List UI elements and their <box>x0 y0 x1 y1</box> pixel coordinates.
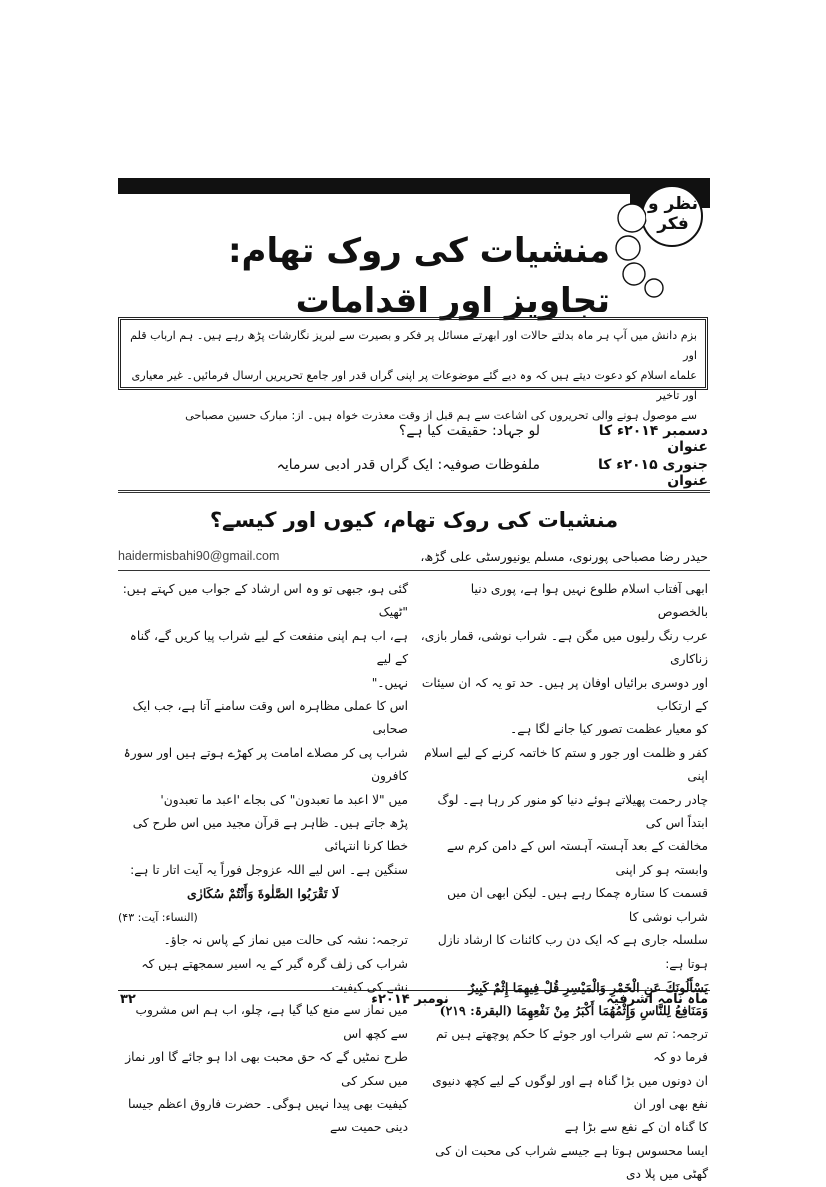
paragraph-line: شراب پی کر مصلاے امامت پر کھڑے ہوتے ہیں اور سورۂ کافرون <box>123 745 408 784</box>
paragraph-line: ترجمہ: تم سے شراب اور جوئے کا حکم پوچھتے ہیں تم فرما دو کہ <box>435 1026 708 1065</box>
quran-verse: لَا تَقْرَبُوا الصَّلٰوةَ وَأَنْتُمْ سُكَارٰى <box>187 886 339 902</box>
paragraph-line: شراب کی زلف گرہ گیر کے یہ اسیر سمجھتے ہیں کہ نشے کی کیفیت <box>141 956 408 994</box>
topic-value-january: ملفوظات صوفیہ: ایک گراں قدر ادبی سرمایہ <box>276 457 540 473</box>
topic-label-december: دسمبر ۲۰۱۴ء کا عنوان <box>598 423 708 455</box>
paragraph-line: ہے، اب ہم اپنی منفعت کے لیے شراب پیا کریں گے، گناہ کے لیے <box>129 628 408 667</box>
paragraph-line: میں "لا اعبد ما تعبدون" کی بجاے 'اعبد ما تعبدون' <box>160 792 408 807</box>
logo-text: نظر و فکر <box>647 194 698 234</box>
article-column-left <box>118 578 408 1140</box>
paragraph-line: کا گناہ ان کے نفع سے بڑا ہے <box>564 1120 708 1135</box>
paragraph-line: ترجمہ: نشہ کی حالت میں نماز کے پاس نہ جاؤ۔ <box>163 933 408 948</box>
paragraph-line: ابھی آفتاب اسلام طلوع نہیں ہوا ہے، پوری دنیا بالخصوص <box>470 582 708 620</box>
paragraph-line: ان دونوں میں بڑا گناہ ہے اور لوگوں کے لیے کچھ دنیوی نفع بھی اور ان <box>432 1073 708 1111</box>
paragraph-line: کو معیار عظمت تصور کیا جانے لگا ہے۔ <box>510 722 708 737</box>
paragraph-line: اور دوسری برائیاں اوفان پر ہیں۔ حد تو یہ کہ ان سیئات کے ارتکاب <box>421 675 708 714</box>
paragraph-line: عرب رنگ رلیوں میں مگن ہے۔ شراب نوشی، قمار بازی، زناکاری <box>420 628 708 667</box>
paragraph-line: نہیں۔" <box>371 675 408 690</box>
divider <box>118 570 710 571</box>
footer-rule <box>118 990 710 991</box>
topic-label-january: جنوری ۲۰۱۵ء کا عنوان <box>598 457 708 489</box>
author-email: haidermisbahi90@gmail.com <box>118 549 280 563</box>
topic-value-december: لو جہاد: حقیقت کیا ہے؟ <box>398 423 540 439</box>
paragraph-line: ایسا محسوس ہوتا ہے جیسے شراب کی محبت ان کی گھٹی میں پلا دی <box>435 1143 708 1182</box>
paragraph-line: مخالفت کے بعد آہستہ آہستہ اس کے دامن کرم سے وابستہ ہو کر اپنی <box>446 839 708 877</box>
intro-line: علماے اسلام کو دعوت دیتے ہیں کہ وہ دیے گئے موضوعات پر اپنی گراں قدر اور جامع تحریریں ارسال فرمائیں۔ غیر معیاری اور تاخیر <box>131 369 697 402</box>
verse-reference: (النساء: آیت: ۴۳) <box>118 910 198 924</box>
intro-box <box>118 317 708 422</box>
paragraph-line: قسمت کا ستارہ چمکا رہے ہیں۔ لیکن ابھی ان میں شراب نوشی کا <box>447 886 708 924</box>
paragraph-line: چادر رحمت پھیلاتے ہوئے دنیا کو منور کر رہا ہے۔ لوگ ابتداً اس کی <box>437 792 708 831</box>
paragraph-line: پڑھ جاتے ہیں۔ ظاہر ہے قرآن مجید میں اس طرح کی خطا کرنا انتہائی <box>132 816 408 854</box>
page-title: منشیات کی روک تھام: تجاویز اور اقدامات <box>227 231 610 321</box>
intro-line: بزم دانش میں آپ ہر ماہ بدلتے حالات اور ابھرتے مسائل پر فکر و بصیرت سے لبریز نگارشات پڑھ رہے ہیں۔ ہم ارباب قلم اور <box>130 329 697 362</box>
page-number: ۳۲ <box>120 992 136 1007</box>
paragraph-line: کیفیت بھی پیدا نہیں ہوگی۔ حضرت فاروق اعظم جیسا دینی حمیت سے <box>128 1096 408 1135</box>
paragraph-line: گئی ہو، جبھی تو وہ اس ارشاد کے جواب میں کہتے ہیں: "ٹھیک <box>122 582 408 620</box>
author-line: حیدر رضا مصباحی پورنوی، مسلم یونیورسٹی علی گڑھ، <box>420 549 708 564</box>
article-column-right <box>418 578 708 1187</box>
quran-verse: وَمَنَافِعُ لِلنَّاسِ وَإِثْمُهُمَا أَكْبَرُ مِنْ نَفْعِهِمَا (البقرۃ: ۲۱۹) <box>439 1003 708 1019</box>
divider <box>118 490 710 493</box>
magazine-name: ماہ نامہ اشرفیہ <box>606 992 708 1007</box>
paragraph-line: سنگین ہے۔ اس لیے اللہ عزوجل فوراً یہ آیت اتار تا ہے: <box>130 862 408 877</box>
quran-verse: يَسْأَلُونَكَ عَنِ الْخَمْرِ وَالْمَيْسِرِ قُلْ فِيهِمَا إِثْمٌ كَبِيرٌ <box>468 979 708 995</box>
paragraph-line: طرح نمٹیں گے کہ حق محبت بھی ادا ہو جائے گا اور نماز میں سکر کی <box>125 1050 408 1088</box>
paragraph-line: سلسلہ جاری ہے کہ ایک دن رب کائنات کا ارشاد نازل ہوتا ہے: <box>437 933 708 971</box>
article-title: منشیات کی روک تھام، کیوں اور کیسے؟ <box>209 508 619 532</box>
issue-date: نومبر ۲۰۱۴ء <box>371 992 449 1007</box>
paragraph-line: کفر و ظلمت اور جور و ستم کا خاتمہ کرنے کے لیے اسلام اپنی <box>424 745 708 784</box>
section-logo <box>610 178 710 298</box>
intro-line: سے موصول ہونے والی تحریروں کی اشاعت سے ہم قبل از وقت معذرت خواہ ہیں۔ از: مبارک حسین مصباحی <box>185 409 697 422</box>
paragraph-line: اس کا عملی مظاہرہ اس وقت سامنے آتا ہے، جب ایک صحابی <box>132 699 408 737</box>
paragraph-line: میں نماز سے منع کیا گیا ہے، چلو، اب ہم اس مشروب سے کچھ اس <box>135 1003 408 1041</box>
